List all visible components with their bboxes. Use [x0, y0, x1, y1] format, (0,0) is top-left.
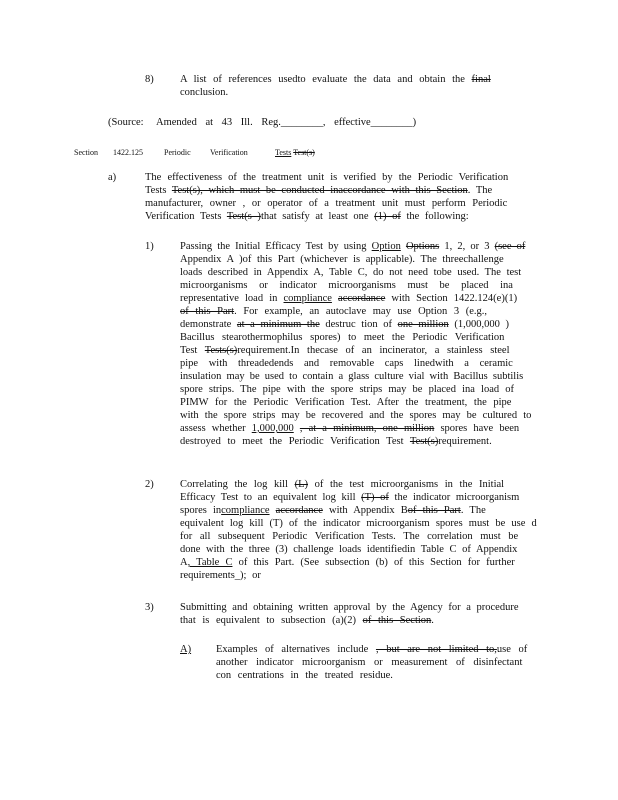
text-run: Passing the Initial Efficacy Test by using: [180, 241, 367, 252]
text-run: with Appendix B: [329, 505, 408, 516]
deleted-text: accordance: [275, 505, 323, 516]
item-A-line-3: con centrations in the treated residue.: [216, 670, 393, 681]
text-run: requirement.In thecase of an incinerator, a stainless steel: [237, 345, 510, 356]
source-label: (Source:: [108, 117, 144, 128]
inserted-text: compliance: [221, 505, 270, 516]
text-run: the following:: [406, 211, 469, 222]
text-run: assess whether: [180, 423, 246, 434]
item-2-line-7: [180, 557, 515, 569]
deleted-text: (see of: [494, 241, 526, 252]
item-8-line-2: conclusion.: [180, 87, 229, 98]
inserted-text: 1,000,000: [251, 423, 294, 434]
text-run: Efficacy Test to an equivalent log kill: [180, 492, 356, 503]
text-run: Examples of alternatives include: [216, 644, 369, 655]
para-a-marker: a): [108, 172, 117, 183]
item-1-line-1: [180, 241, 525, 253]
item-1-line-7: [180, 319, 509, 331]
item-1-line-6: [180, 306, 487, 318]
para-a-line-3: manufacturer, owner , or operator of a treatment unit must perform Periodic: [145, 198, 508, 209]
section-title-periodic: Periodic: [164, 148, 191, 157]
item-1-line-10: pipe with threadedends and removable caps linedwith a ceramic: [180, 358, 513, 369]
text-run: destroyed to meet the Periodic Verification Test: [180, 436, 404, 447]
deleted-text: of this Part: [407, 505, 461, 516]
source-text: Amended at 43 Ill. Reg.________, effective________): [156, 117, 417, 128]
item-1-line-14: with the spore strips may be recovered and the spores may be cultured to: [180, 410, 532, 421]
text-run: requirement.: [438, 436, 492, 447]
text-run: Correlating the log kill: [180, 479, 288, 490]
item-A-marker: A): [180, 644, 192, 655]
item-3-line-1: Submitting and obtaining written approval by the Agency for a procedure: [180, 602, 519, 613]
item-1-line-8: Bacillus stearothermophilus spores) to meet the Periodic Verification: [180, 332, 505, 343]
item-A-line-1: [216, 644, 527, 656]
text-run: . The: [467, 185, 493, 196]
text-run: the indicator microorganism: [394, 492, 520, 503]
item-2-line-5: for all subsequent Periodic Verification Tests. The correlation must be: [180, 531, 519, 542]
text-run: representative load in: [180, 293, 278, 304]
deleted-text: final: [471, 74, 491, 85]
text-run: with Section 1422.124(e)(1): [391, 293, 518, 304]
text-run: . The: [460, 505, 486, 516]
item-1-line-4: microorganisms or indicator microorganisms must be placed ina: [180, 280, 513, 291]
item-1-line-12: spore strips. The pipe with the spore strips may be placed ina load of: [180, 384, 514, 395]
item-8-line-1: [180, 74, 491, 86]
text-run: (1,000,000 ): [454, 319, 510, 330]
item-1-line-5: [180, 293, 517, 305]
text-run: use of: [496, 644, 528, 655]
section-number: 1422.125: [113, 148, 143, 157]
item-3-line-2: [180, 615, 434, 627]
text-run: of this Part. (See subsection (b) of this Section for further: [238, 557, 515, 568]
deleted-text: of this Section: [362, 615, 432, 626]
item-A-line-2: another indicator microorganism or measurement of disinfectant: [216, 657, 523, 668]
inserted-text: Tests: [275, 148, 292, 157]
item-3-number: 3): [145, 602, 154, 613]
para-a-line-1: The effectiveness of the treatment unit is verified by the Periodic Verification: [145, 172, 509, 183]
deleted-text: (T) of: [361, 492, 389, 503]
para-a-line-2: [145, 185, 492, 197]
item-1-line-13: PIMW for the Periodic Verification Test. After the treatment, the pipe: [180, 397, 512, 408]
item-1-line-3: loads described in Appendix A, Table C, do not need tobe used. The test: [180, 267, 522, 278]
text-run: Test: [180, 345, 198, 356]
text-run: demonstrate: [180, 319, 232, 330]
inserted-text: compliance: [283, 293, 332, 304]
deleted-text: Options: [405, 241, 440, 252]
deleted-text: (L): [294, 479, 308, 490]
item-1-line-9: [180, 345, 510, 357]
item-2-line-6: done with the three (3) challenge loads identifiedin Table C of Appendix: [180, 544, 518, 555]
item-2-line-3: [180, 505, 486, 517]
item-1-line-16: [180, 436, 492, 448]
item-2-line-4: equivalent log kill (T) of the indicator microorganism spores must be use d: [180, 518, 537, 529]
inserted-text: , Table C: [187, 557, 233, 568]
deleted-text: Test(s): [409, 436, 439, 447]
deleted-text: Tests(s): [204, 345, 238, 356]
text-run: that satisfy at least one: [260, 211, 369, 222]
item-1-line-2: Appendix A )of this Part (whichever is applicable). The threechallenge: [180, 254, 504, 265]
text-run: spores have been: [440, 423, 520, 434]
item-2-line-2: [180, 492, 519, 504]
item-1-line-15: [180, 423, 519, 435]
text-run: that is equivalent to subsection (a)(2): [180, 615, 356, 626]
text-run: Verification Tests: [145, 211, 222, 222]
text-run: .: [431, 615, 434, 626]
item-2-line-8: requirements_); or: [180, 570, 261, 581]
item-2-line-1: [180, 479, 504, 491]
para-a-line-4: [145, 211, 469, 223]
text-run: spores in: [180, 505, 222, 516]
text-run: Tests: [145, 185, 167, 196]
item-2-number: 2): [145, 479, 154, 490]
deleted-text: accordance: [338, 293, 386, 304]
section-title: [275, 147, 315, 159]
deleted-text: one million: [397, 319, 449, 330]
text-run: A: [180, 557, 188, 568]
inserted-text: Option: [371, 241, 401, 252]
text-run: 1, 2, or 3: [444, 241, 490, 252]
text-run: of the test microorganisms in the Initial: [314, 479, 505, 490]
text-run: destruc tion of: [325, 319, 393, 330]
deleted-text: of this Part: [180, 306, 235, 317]
item-1-line-11: insulation may be used to contain a glass culture vial with Bacillus subtilis: [180, 371, 524, 382]
deleted-text: Test(s), which must be conducted inaccordance with this Section: [171, 185, 468, 196]
deleted-text: , but are not limited to,: [375, 644, 497, 655]
deleted-text: (1) of: [374, 211, 401, 222]
text-run: A list of references usedto evaluate the data and obtain the: [180, 74, 465, 85]
deleted-text: , at a minimum, one million: [299, 423, 435, 434]
section-title-verification: Verification: [210, 148, 248, 157]
item-8-number: 8): [145, 74, 154, 85]
section-word: Section: [74, 148, 98, 157]
deleted-text: at a minimum the: [236, 319, 320, 330]
item-1-number: 1): [145, 241, 154, 252]
text-run: . For example, an autoclave may use Option 3 (e.g.,: [234, 306, 488, 317]
deleted-text: Test(s): [293, 148, 315, 157]
deleted-text: Test(s ): [226, 211, 261, 222]
